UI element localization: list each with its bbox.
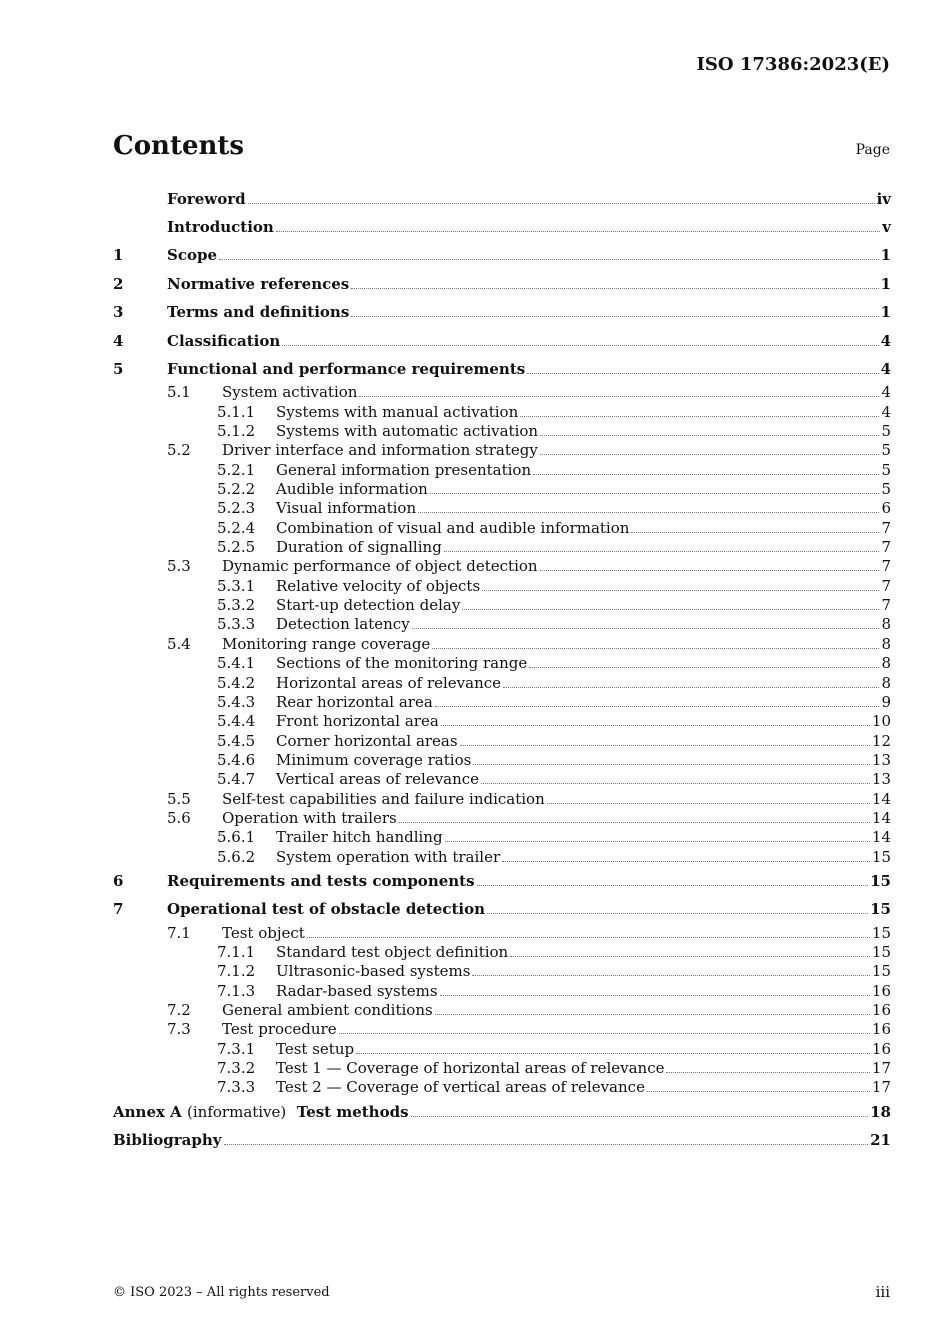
toc-entry-page: 5 — [881, 480, 891, 499]
toc-entry-title: Requirements and tests components — [167, 871, 475, 890]
toc-entry-title: Rear horizontal area — [276, 692, 433, 711]
toc-dot-leader — [351, 315, 878, 317]
toc-entry-number: 7.2 — [167, 1001, 191, 1020]
toc-entry[interactable] — [113, 674, 891, 693]
toc-entry-page: 16 — [871, 981, 891, 1000]
toc-entry-title: Functional and performance requirements — [167, 359, 526, 378]
toc-entry-page: 1 — [880, 274, 891, 293]
toc-dot-leader — [510, 955, 870, 957]
page-title: Contents — [113, 131, 245, 161]
toc-entry-number: 5.6.1 — [217, 828, 256, 847]
toc-entry-page: 16 — [871, 1020, 891, 1039]
toc-dot-leader — [481, 782, 870, 784]
toc-entry-page: 15 — [871, 847, 891, 866]
toc-entry[interactable] — [113, 1001, 891, 1020]
toc-entry[interactable] — [113, 213, 891, 241]
toc-entry-number: 5.3.1 — [217, 576, 256, 595]
toc-entry-page: 15 — [871, 923, 891, 942]
toc-entry-page: 14 — [871, 828, 891, 847]
toc-entry-title: Scope — [167, 246, 218, 265]
toc-entry[interactable] — [113, 557, 891, 576]
toc-entry-page: 16 — [871, 1001, 891, 1020]
toc-entry-title: Driver interface and information strategy — [222, 441, 538, 460]
toc-entry-number: 7.1.2 — [217, 962, 256, 981]
toc-entry-title: Sections of the monitoring range — [276, 654, 528, 673]
toc-dot-leader — [445, 840, 870, 842]
annex-page: 18 — [870, 1102, 891, 1121]
toc-entry-title: Visual information — [276, 499, 417, 518]
toc-entry[interactable] — [113, 298, 891, 326]
toc-entry[interactable] — [113, 1059, 891, 1078]
toc-dot-leader — [547, 802, 870, 804]
toc-entry-page: v — [882, 218, 891, 236]
toc-entry-title: Trailer hitch handling — [276, 828, 443, 847]
toc-dot-leader — [482, 589, 879, 591]
toc-dot-leader — [666, 1071, 869, 1073]
toc-entry[interactable] — [113, 809, 891, 828]
toc-entry-number: 5.3.3 — [217, 615, 256, 634]
toc-dot-leader — [441, 724, 870, 726]
toc-entry-number: 5.4.5 — [217, 731, 256, 750]
toc-entry-number: 5.1.1 — [217, 402, 256, 421]
toc-entry[interactable] — [113, 635, 891, 654]
toc-dot-leader — [527, 372, 878, 374]
toc-dot-leader — [462, 608, 879, 610]
toc-entry-page: 7 — [881, 576, 891, 595]
toc-entry-title: Relative velocity of objects — [276, 576, 481, 595]
toc-entry-number: 5.4.2 — [217, 673, 256, 692]
toc-dot-leader — [529, 666, 879, 668]
toc-entry-title: General ambient conditions — [222, 1001, 433, 1020]
toc-dot-leader — [248, 202, 875, 204]
toc-entry[interactable] — [113, 480, 891, 499]
toc-entry-title: Systems with automatic activation — [276, 422, 539, 441]
toc-entry[interactable] — [113, 828, 891, 847]
toc-entry[interactable] — [113, 1078, 891, 1097]
toc-entry-number: 5.1.2 — [217, 422, 256, 441]
toc-entry-page: 14 — [871, 808, 891, 827]
toc-entry-title: Terms and definitions — [167, 303, 350, 322]
toc-entry-page: 1 — [880, 246, 891, 265]
toc-entry[interactable] — [113, 895, 891, 923]
toc-entry-number: 5.3.2 — [217, 596, 256, 615]
toc-entry-page: 13 — [871, 770, 891, 789]
toc-entry[interactable] — [113, 770, 891, 789]
toc-entry[interactable] — [113, 790, 891, 809]
toc-entry-number: 7 — [113, 900, 124, 919]
toc-entry-page: 8 — [881, 634, 891, 653]
toc-entry-title: Combination of visual and audible information — [276, 518, 630, 537]
toc-entry[interactable] — [113, 1020, 891, 1039]
toc-entry-title: Start-up detection delay — [276, 596, 461, 615]
toc-entry[interactable] — [113, 519, 891, 538]
toc-entry-number: 2 — [113, 274, 124, 293]
toc-entry-title: Minimum coverage ratios — [276, 750, 472, 769]
toc-entry-number: 5.1 — [167, 383, 191, 402]
toc-entry-title: Test 1 — Coverage of horizontal areas of relevance — [276, 1059, 665, 1078]
toc-entry-title: System operation with trailer — [276, 847, 501, 866]
toc-entry-page: 7 — [881, 596, 891, 615]
table-of-contents — [113, 185, 891, 1155]
toc-entry[interactable] — [113, 461, 891, 480]
toc-entry-page: 17 — [871, 1059, 891, 1078]
toc-entry-page: 5 — [881, 422, 891, 441]
toc-entry-number: 5.4.7 — [217, 770, 256, 789]
toc-entry-title: Test setup — [276, 1039, 355, 1058]
toc-entry-page: 10 — [871, 712, 891, 731]
toc-entry-title: Systems with manual activation — [276, 402, 519, 421]
page-number: iii — [875, 1283, 890, 1301]
toc-entry-number: 7.1.1 — [217, 943, 256, 962]
toc-entry[interactable] — [113, 867, 891, 895]
toc-entry-page: 1 — [880, 303, 891, 322]
toc-entry-number: 7.1.3 — [217, 981, 256, 1000]
toc-entry-page: 8 — [881, 615, 891, 634]
copyright-notice: © ISO 2023 – All rights reserved — [113, 1285, 330, 1300]
toc-entry-number: 5.2.4 — [217, 518, 256, 537]
toc-entry[interactable] — [113, 712, 891, 731]
toc-entry-title: Dynamic performance of object detection — [222, 557, 538, 576]
toc-entry-number: 5 — [113, 359, 124, 378]
toc-dot-leader — [647, 1090, 870, 1092]
toc-entry-number: 4 — [113, 331, 124, 350]
toc-entry-page: 15 — [870, 900, 891, 919]
toc-entry-title: Classification — [167, 331, 281, 350]
annex-label: Annex A — [113, 1102, 182, 1121]
toc-dot-leader — [411, 1115, 869, 1117]
toc-entry-page: 5 — [881, 441, 891, 460]
toc-entry[interactable] — [113, 185, 891, 213]
toc-entry[interactable] — [113, 732, 891, 751]
toc-dot-leader — [224, 1143, 869, 1145]
toc-dot-leader — [460, 744, 870, 746]
toc-entry-page: 5 — [881, 460, 891, 479]
toc-dot-leader — [412, 627, 880, 629]
toc-dot-leader — [520, 415, 879, 417]
toc-entry-title: Detection latency — [276, 615, 410, 634]
toc-entry[interactable] — [113, 615, 891, 634]
toc-entry[interactable] — [113, 403, 891, 422]
toc-dot-leader — [418, 511, 879, 513]
toc-entry-page: 4 — [881, 383, 891, 402]
toc-dot-leader — [219, 258, 879, 260]
toc-dot-leader — [477, 884, 869, 886]
toc-entry-number: 5.2.3 — [217, 499, 256, 518]
toc-entry-title: Duration of signalling — [276, 538, 442, 557]
toc-entry-page: 6 — [881, 499, 891, 518]
toc-entry[interactable] — [113, 538, 891, 557]
toc-entry[interactable] — [113, 270, 891, 298]
toc-entry-title: Front horizontal area — [276, 712, 439, 731]
toc-dot-leader — [430, 492, 880, 494]
toc-entry[interactable] — [113, 848, 891, 867]
toc-entry-page: 12 — [871, 731, 891, 750]
toc-entry-page: 17 — [871, 1078, 891, 1097]
toc-entry-page: iv — [876, 190, 891, 208]
toc-entry-number: 7.3.3 — [217, 1078, 256, 1097]
toc-entry-page: 14 — [871, 789, 891, 808]
toc-entry-number: 5.6.2 — [217, 847, 256, 866]
toc-entry-number: 6 — [113, 871, 124, 890]
toc-entry-page: 15 — [871, 962, 891, 981]
toc-dot-leader — [399, 821, 870, 823]
toc-dot-leader — [503, 686, 879, 688]
toc-entry-title: Standard test object definition — [276, 943, 509, 962]
page-column-label: Page — [855, 142, 890, 158]
toc-entry-page: 15 — [871, 943, 891, 962]
toc-entry-title: Test procedure — [222, 1020, 337, 1039]
toc-entry-number: 7.3.2 — [217, 1059, 256, 1078]
toc-entry-number: 5.2.2 — [217, 480, 256, 499]
toc-dot-leader — [444, 550, 880, 552]
toc-entry-number: 5.4.6 — [217, 750, 256, 769]
toc-entry-number: 5.5 — [167, 789, 191, 808]
toc-dot-leader — [432, 647, 879, 649]
toc-entry[interactable] — [113, 962, 891, 981]
toc-entry-page: 7 — [881, 518, 891, 537]
toc-entry[interactable] — [113, 577, 891, 596]
toc-entry-number: 5.2.1 — [217, 460, 256, 479]
toc-entry-page: 15 — [870, 871, 891, 890]
toc-entry-number: 5.2.5 — [217, 538, 256, 557]
toc-entry-number: 5.2 — [167, 441, 191, 460]
toc-entry-page: 7 — [881, 538, 891, 557]
toc-dot-leader — [339, 1032, 870, 1034]
toc-entry[interactable] — [113, 693, 891, 712]
toc-entry-number: 7.3.1 — [217, 1039, 256, 1058]
toc-entry-title: Operational test of obstacle detection — [167, 900, 486, 919]
toc-entry[interactable] — [113, 1040, 891, 1059]
toc-entry-title: Introduction — [167, 218, 274, 236]
toc-dot-leader — [540, 434, 879, 436]
toc-entry-title: Foreword — [167, 190, 246, 208]
toc-entry-title: Test object — [222, 923, 305, 942]
toc-entry[interactable] — [113, 596, 891, 615]
toc-entry-number: 5.4.4 — [217, 712, 256, 731]
toc-dot-leader — [435, 1013, 870, 1015]
toc-entry-page: 9 — [881, 692, 891, 711]
toc-entry-number: 1 — [113, 246, 124, 265]
toc-dot-leader — [282, 344, 878, 346]
toc-entry[interactable] — [113, 924, 891, 943]
toc-entry[interactable] — [113, 943, 891, 962]
toc-entry-number: 7.3 — [167, 1020, 191, 1039]
toc-entry-title: Ultrasonic-based systems — [276, 962, 471, 981]
toc-entry-title: System activation — [222, 383, 358, 402]
toc-entry[interactable] — [113, 751, 891, 770]
toc-entry[interactable] — [113, 499, 891, 518]
toc-entry-number: 5.4 — [167, 634, 191, 653]
toc-entry-page: 7 — [881, 557, 891, 576]
toc-entry[interactable] — [113, 355, 891, 383]
toc-entry[interactable] — [113, 327, 891, 355]
toc-entry[interactable] — [113, 982, 891, 1001]
toc-entry-number: 7.1 — [167, 923, 191, 942]
toc-entry-title: Operation with trailers — [222, 808, 397, 827]
toc-dot-leader — [440, 994, 870, 996]
toc-entry-page: 16 — [871, 1039, 891, 1058]
toc-entry-title: Normative references — [167, 274, 350, 293]
toc-entry-page: 4 — [880, 359, 891, 378]
toc-entry-annex[interactable] — [113, 1098, 891, 1126]
toc-entry[interactable] — [113, 654, 891, 673]
toc-entry-page: 4 — [880, 331, 891, 350]
toc-dot-leader — [540, 453, 880, 455]
toc-entry-title: Corner horizontal areas — [276, 731, 458, 750]
toc-entry-page: 8 — [881, 673, 891, 692]
toc-entry-bibliography[interactable] — [113, 1126, 891, 1154]
toc-entry[interactable] — [113, 383, 891, 402]
toc-entry[interactable] — [113, 422, 891, 441]
toc-dot-leader — [472, 974, 869, 976]
toc-dot-leader — [351, 287, 878, 289]
toc-dot-leader — [540, 569, 880, 571]
toc-dot-leader — [276, 230, 880, 232]
toc-entry-title: Horizontal areas of relevance — [276, 673, 502, 692]
toc-dot-leader — [533, 473, 879, 475]
toc-dot-leader — [359, 395, 879, 397]
toc-entry-number: 5.4.3 — [217, 692, 256, 711]
toc-dot-leader — [487, 912, 868, 914]
toc-entry-number: 3 — [113, 303, 124, 322]
toc-entry-number: 5.3 — [167, 557, 191, 576]
toc-entry-title: Monitoring range coverage — [222, 634, 431, 653]
toc-entry[interactable] — [113, 441, 891, 460]
toc-entry-title: Test 2 — Coverage of vertical areas of relevance — [276, 1078, 645, 1097]
annex-note: (informative) — [187, 1102, 287, 1121]
document-id: ISO 17386:2023(E) — [696, 54, 890, 75]
toc-entry-title: General information presentation — [276, 460, 532, 479]
toc-entry-page: 8 — [881, 654, 891, 673]
toc-entry-number: 5.6 — [167, 808, 191, 827]
toc-dot-leader — [356, 1052, 870, 1054]
toc-entry-title: Vertical areas of relevance — [276, 770, 480, 789]
toc-entry-page: 4 — [881, 402, 891, 421]
toc-entry-number: 5.4.1 — [217, 654, 256, 673]
toc-dot-leader — [307, 936, 870, 938]
toc-entry-title: Self-test capabilities and failure indication — [222, 789, 545, 808]
toc-entry-title: Audible information — [276, 480, 428, 499]
annex-title: Test methods — [296, 1102, 409, 1121]
toc-dot-leader — [502, 860, 870, 862]
toc-entry-title: Radar-based systems — [276, 981, 438, 1000]
bibliography-page: 21 — [870, 1131, 891, 1150]
toc-dot-leader — [473, 763, 870, 765]
toc-dot-leader — [631, 531, 879, 533]
bibliography-title: Bibliography — [113, 1131, 222, 1150]
toc-entry[interactable] — [113, 241, 891, 269]
toc-entry-page: 13 — [871, 750, 891, 769]
toc-dot-leader — [435, 705, 880, 707]
